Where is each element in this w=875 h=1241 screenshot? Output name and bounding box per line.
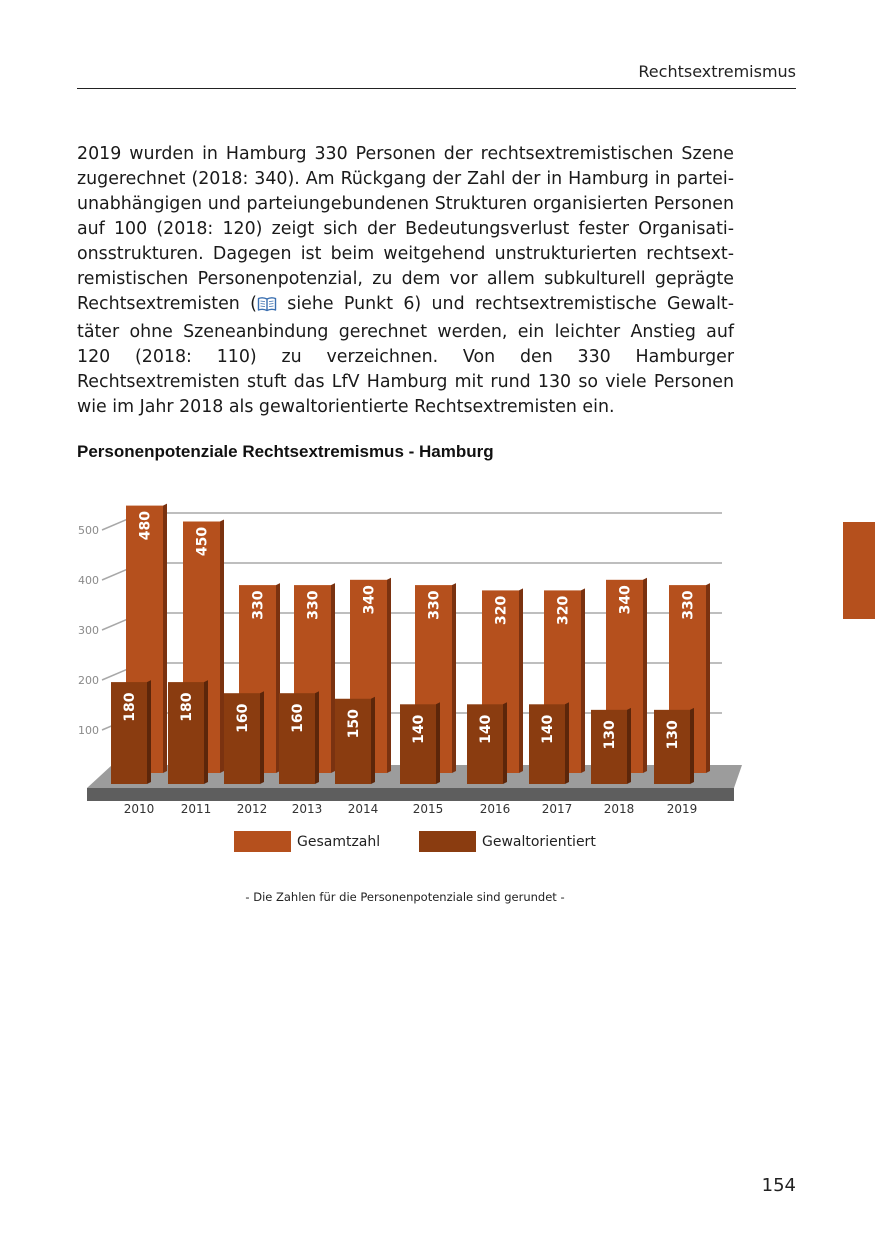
header-rule <box>77 88 796 89</box>
x-tick-label: 2019 <box>666 802 698 816</box>
bar-gesamtzahl-side <box>581 588 585 773</box>
bar-gesamtzahl-value: 480 <box>137 510 154 541</box>
bar-gesamtzahl-value: 330 <box>305 590 322 620</box>
x-tick-label: 2015 <box>412 802 444 816</box>
bar-gewaltorientiert-value: 180 <box>122 692 138 722</box>
bar-gesamtzahl-value: 450 <box>194 526 211 557</box>
bar-chart <box>0 490 875 875</box>
bar-gesamtzahl-side <box>452 583 456 773</box>
bar-gesamtzahl-side <box>220 520 224 774</box>
body-paragraph <box>77 142 734 420</box>
bar-gewaltorientiert-side <box>627 708 631 784</box>
bar-gesamtzahl-side <box>387 578 391 773</box>
bar-gewaltorientiert-side <box>503 702 507 784</box>
bar-gewaltorientiert-value: 140 <box>478 714 494 744</box>
y-tick-label: 200 <box>78 674 99 687</box>
x-tick-label: 2018 <box>603 802 635 816</box>
x-tick-label: 2014 <box>347 802 379 816</box>
bar-gesamtzahl-value: 340 <box>361 585 378 615</box>
bar-gewaltorientiert-side <box>436 702 440 784</box>
bar-gewaltorientiert-value: 140 <box>540 714 556 744</box>
bar-gewaltorientiert-side <box>147 680 151 784</box>
y-tick-label: 300 <box>78 624 99 637</box>
x-tick-label: 2016 <box>479 802 511 816</box>
x-tick-label: 2010 <box>123 802 155 816</box>
bar-gewaltorientiert-side <box>565 702 569 784</box>
body-paragraph-part1: 2019 wurden in Hamburg 330 Personen der rechtsextremistischen Szene zugerechnet (2018: 340). Am Rückgang der Zahl der in Hamburg in parteiunabhängigen und parteiungebundenen Strukturen organisierten Personen auf 100 (2018: 120) zeigt sich der Bedeutungsverlust fester Organisationsstrukturen. Dagegen ist beim weitgehend unstrukturierten rechtsextremistischen Personenpotenzial, zu dem vor allem subkulturell geprägte Rechtsextremisten ( <box>77 144 734 314</box>
chart-footnote: - Die Zahlen für die Personenpotenziale sind gerundet - <box>245 890 565 904</box>
bar-gesamtzahl-value: 330 <box>250 590 267 620</box>
legend-label-gesamtzahl: Gesamtzahl <box>297 834 381 850</box>
bar-gewaltorientiert-value: 160 <box>235 703 251 733</box>
bar-gesamtzahl-value: 330 <box>426 590 443 620</box>
bar-gesamtzahl-side <box>331 583 335 773</box>
bar-gewaltorientiert-side <box>315 691 319 784</box>
bar-gewaltorientiert-value: 180 <box>179 692 195 722</box>
bar-gesamtzahl-value: 320 <box>493 595 510 626</box>
bar-gesamtzahl-side <box>163 504 167 773</box>
bar-gesamtzahl-side <box>706 583 710 773</box>
body-paragraph-part2: siehe Punkt 6) und rechtsextremistische Gewalttäter ohne Szeneanbindung gerechnet werden, ein leichter Anstieg auf 120 (2018: 110) zu verzeichnen. Von den 330 Hamburger Rechtsextremisten stuft das LfV Hamburg mit rund 130 so viele Personen wie im Jahr 2018 als gewaltorientierte Rechtsextremisten ein. <box>77 294 735 417</box>
bar-gesamtzahl-value: 340 <box>617 585 634 615</box>
y-tick-label: 500 <box>78 524 99 537</box>
legend-swatch-gewaltorientiert <box>419 831 476 852</box>
page-number: 154 <box>761 1175 796 1196</box>
bar-gewaltorientiert-value: 150 <box>346 709 362 739</box>
bar-gewaltorientiert-value: 140 <box>411 714 427 744</box>
bar-gewaltorientiert-value: 130 <box>665 720 681 750</box>
x-tick-label: 2012 <box>236 802 268 816</box>
x-tick-label: 2017 <box>541 802 573 816</box>
bar-gewaltorientiert-side <box>204 680 208 784</box>
chart-floor-edge <box>87 788 734 801</box>
x-tick-label: 2013 <box>291 802 323 816</box>
bar-gewaltorientiert-value: 160 <box>290 703 306 733</box>
bar-gesamtzahl-side <box>519 588 523 773</box>
x-tick-label: 2011 <box>180 802 212 816</box>
legend-swatch-gesamtzahl <box>234 831 291 852</box>
bar-gewaltorientiert-side <box>371 697 375 784</box>
book-icon <box>257 295 277 320</box>
bar-gesamtzahl-value: 320 <box>555 595 572 626</box>
bar-gesamtzahl-value: 330 <box>680 590 697 620</box>
y-tick-label: 100 <box>78 724 99 737</box>
running-title: Rechtsextremismus <box>638 62 796 81</box>
bar-gewaltorientiert-side <box>260 691 264 784</box>
legend-label-gewaltorientiert: Gewaltorientiert <box>482 834 596 850</box>
bar-gewaltorientiert-value: 130 <box>602 720 618 750</box>
bar-gesamtzahl-side <box>643 578 647 773</box>
bar-gewaltorientiert-side <box>690 708 694 784</box>
y-tick-label: 400 <box>78 574 99 587</box>
chart-title: Personenpotenziale Rechtsextremismus - Hamburg <box>77 442 494 461</box>
